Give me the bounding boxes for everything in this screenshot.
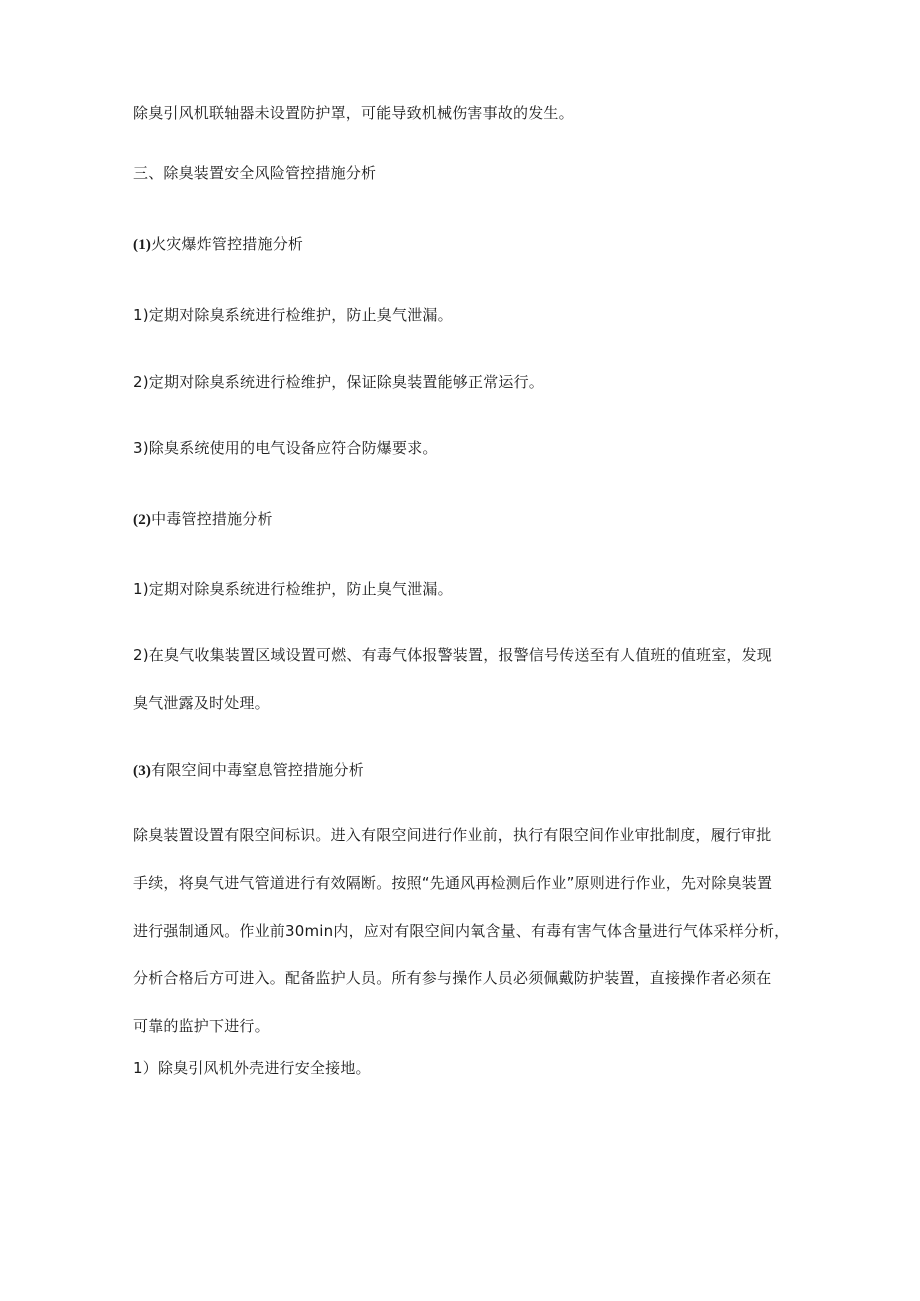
paragraph-line: 分析合格后方可进入。配备监护人员。所有参与操作人员必须佩戴防护装置，直接操作者必须在 bbox=[133, 969, 772, 987]
list-item: 1)定期对除臭系统进行检维护，防止臭气泄漏。 bbox=[133, 580, 453, 598]
heading-number: (1) bbox=[133, 237, 152, 253]
heading-text: 中毒管控措施分析 bbox=[151, 510, 273, 528]
list-item: 1）除臭引风机外壳进行安全接地。 bbox=[133, 1059, 371, 1077]
list-item: 2)在臭气收集装置区域设置可燃、有毒气体报警装置，报警信号传送至有人值班的值班室，发现 bbox=[133, 646, 772, 664]
heading-number: (2) bbox=[133, 512, 152, 528]
paragraph-line: 手续，将臭气进气管道进行有效隔断。按照“先通风再检测后作业”原则进行作业，先对除臭装置 bbox=[133, 874, 773, 892]
heading-number: (3) bbox=[133, 763, 152, 779]
subsection-heading-2 bbox=[133, 509, 803, 530]
subsection-heading-1 bbox=[133, 234, 803, 255]
heading-text: 火灾爆炸管控措施分析 bbox=[151, 235, 304, 253]
subsection-heading-3 bbox=[133, 760, 803, 781]
list-item: 2)定期对除臭系统进行检维护，保证除臭装置能够正常运行。 bbox=[133, 373, 544, 391]
paragraph-line: 除臭引风机联轴器未设置防护罩，可能导致机械伤害事故的发生。 bbox=[133, 104, 574, 122]
list-item: 3)除臭系统使用的电气设备应符合防爆要求。 bbox=[133, 439, 438, 457]
paragraph-line: 进行强制通风。作业前30min内，应对有限空间内氧含量、有毒有害气体含量进行气体采样分析， bbox=[133, 922, 790, 940]
heading-text: 有限空间中毒窒息管控措施分析 bbox=[151, 761, 364, 779]
list-item: 1)定期对除臭系统进行检维护，防止臭气泄漏。 bbox=[133, 306, 453, 324]
paragraph-line: 可靠的监护下进行。 bbox=[133, 1017, 270, 1035]
section-title: 三、除臭装置安全风险管控措施分析 bbox=[133, 164, 377, 182]
list-item-continuation: 臭气泄露及时处理。 bbox=[133, 694, 270, 712]
paragraph-line: 除臭装置设置有限空间标识。进入有限空间进行作业前，执行有限空间作业审批制度，履行审批 bbox=[133, 826, 772, 844]
